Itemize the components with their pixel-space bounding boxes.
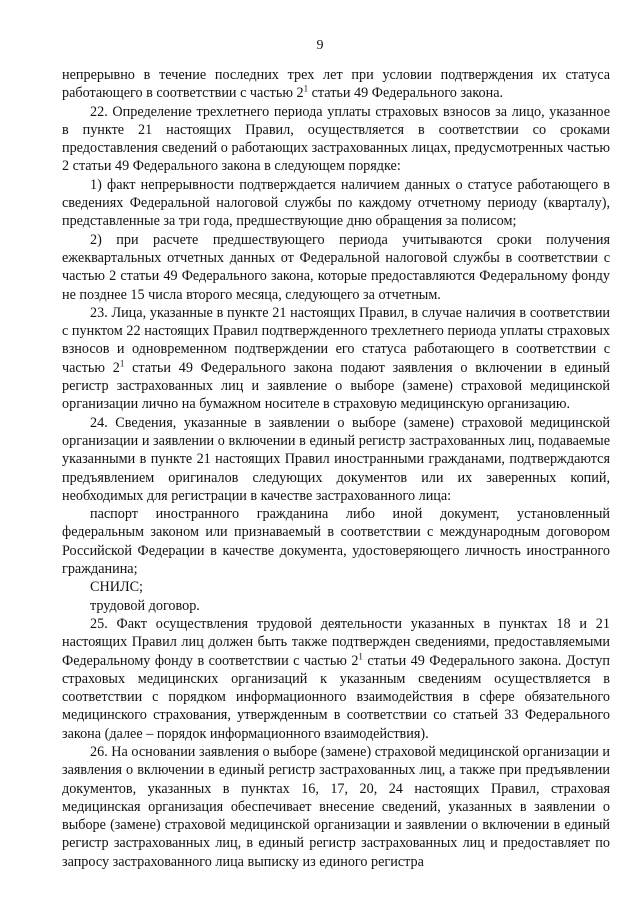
paragraph-text: статьи 49 Федерального закона. Доступ страховых медицинских организаций к указанным сведениям осуществляется в соответствии с порядком информационного взаимодействия в сфере обязательного медицинского страхования, утвержденным в соответствии со статьей 33 Федерального закона (далее – порядок информационного взаимодействия). bbox=[62, 652, 610, 742]
paragraph-text: 24. Сведения, указанные в заявлении о выборе (замене) страховой медицинской организации и заявлении о включении в единый регистр застрахованных лиц, подаваемые указанными в пункте 21 настоящих Правил иностранными гражданами, подтверждаются предъявлением оригиналов следующих документов или их заверенных копий, необходимых для регистрации в качестве застрахованного лица: bbox=[62, 414, 610, 504]
page-number: 9 bbox=[316, 38, 324, 53]
superscript: 1 bbox=[119, 358, 125, 369]
paragraph bbox=[62, 103, 610, 176]
paragraph-text: паспорт иностранного гражданина либо иной документ, установленный федеральным законом или признаваемый в соответствии с международным договором Российской Федерации в качестве документа, удостоверяющего личность иностранного гражданина; bbox=[62, 506, 610, 578]
paragraph bbox=[62, 66, 610, 103]
paragraph-text: 22. Определение трехлетнего периода уплаты страховых взносов за лицо, указанное в пункте 21 настоящих Правил, осуществляется в соответствии со сроками предоставления сведений о работающих застрахованных лицах, предусмотренных частью 2 статьи 49 Федерального закона в следующем порядке: bbox=[62, 103, 610, 175]
document-body bbox=[62, 66, 610, 871]
paragraph bbox=[62, 615, 610, 743]
paragraph-text: статьи 49 Федерального закона. bbox=[308, 85, 504, 102]
superscript: 1 bbox=[358, 650, 363, 661]
paragraph bbox=[62, 597, 610, 615]
paragraph bbox=[62, 578, 610, 596]
paragraph-text: трудовой договор. bbox=[90, 597, 200, 614]
paragraph bbox=[62, 505, 610, 578]
paragraph-text: 25. Факт осуществления трудовой деятельности указанных в пунктах 18 и 21 настоящих Правил лиц должен быть также подтвержден сведениями, предоставляемыми Федеральному фонду в соответствии с частью 2 bbox=[62, 615, 610, 669]
paragraph bbox=[62, 414, 610, 505]
paragraph bbox=[62, 176, 610, 231]
paragraph-text: 23. Лица, указанные в пункте 21 настоящих Правил, в случае наличия в соответствии с пунктом 22 настоящих Правил подтвержденного трехлетнего периода уплаты страховых взносов и одновременном подтверждении его статуса работающего в соответствии с частью 2 bbox=[62, 304, 610, 376]
paragraph bbox=[62, 304, 610, 414]
paragraph-text: СНИЛС; bbox=[90, 579, 143, 596]
superscript: 1 bbox=[303, 83, 309, 94]
paragraph-text: 2) при расчете предшествующего периода учитываются сроки получения ежеквартальных отчетных данных от Федеральной налоговой службы в соответствии с частью 2 статьи 49 Федерального закона, которые предоставляются Федеральному фонду не позднее 15 числа второго месяца, следующего за отчетным. bbox=[62, 231, 610, 303]
paragraph-text: статьи 49 Федерального закона подают заявления о включении в единый регистр застрахованных лиц и заявление о выборе (замене) страховой медицинской организации лично на бумажном носителе в страховую медицинскую организацию. bbox=[62, 359, 610, 413]
paragraph-text: непрерывно в течение последних трех лет при условии подтверждения их статуса работающего в соответствии с частью 2 bbox=[62, 67, 610, 102]
paragraph bbox=[62, 743, 610, 871]
paragraph bbox=[62, 231, 610, 304]
paragraph-text: 1) факт непрерывности подтверждается наличием данных о статусе работающего в сведениях Федеральной налоговой службы по каждому отчетному периоду (кварталу), представленные за три года, предшествующие дню обращения за полисом; bbox=[62, 176, 610, 230]
paragraph-text: 26. На основании заявления о выборе (замене) страховой медицинской организации и заявления о включении в единый регистр застрахованных лиц, а также при предъявлении документов, указанных в пунктах 16, 17, 20, 24 настоящих Правил, страховая медицинская организация обеспечивает внесение сведений, указанных в заявлении о выборе (замене) страховой медицинской организации и заявлении о включении в единый регистр застрахованных лиц, в единый регистр застрахованных лиц и предоставляет по запросу застрахованного лица выписку из единого регистра bbox=[62, 743, 610, 870]
